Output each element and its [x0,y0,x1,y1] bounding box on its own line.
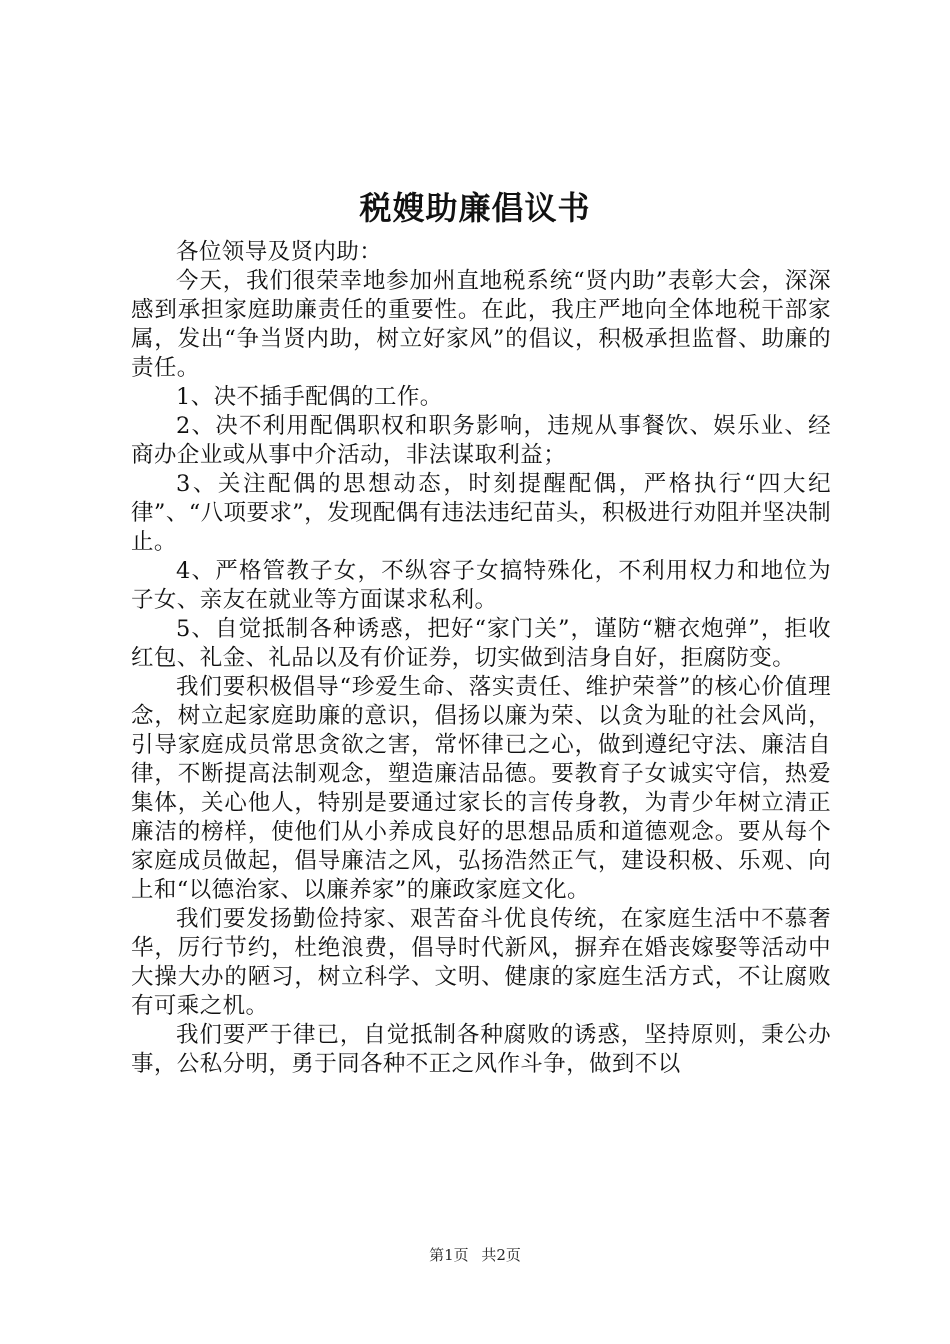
frugality-paragraph: 我们要发扬勤俭持家、艰苦奋斗优良传统，在家庭生活中不慕奢华，厉行节约，杜绝浪费，倡导时代新风，摒弃在婚丧嫁娶等活动中大操大办的陋习，树立科学、文明、健康的家庭生活方式，不让腐败有可乘之机。 [131,906,831,1019]
page-footer [0,1245,950,1265]
intro-paragraph: 今天，我们很荣幸地参加州直地税系统“贤内助”表彰大会，深深感到承担家庭助廉责任的重要性。在此，我庄严地向全体地税干部家属，发出“争当贤内助，树立好家风”的倡议，积极承担监督、助廉的责任。 [131,268,831,381]
document-title: 税嫂助廉倡议书 [359,189,591,227]
page-total: 共2页 [481,1246,521,1264]
self-discipline-paragraph: 我们要严于律已，自觉抵制各种腐败的诱惑，坚持原则，秉公办事，公私分明，勇于同各种不正之风作斗争，做到不以 [131,1022,831,1077]
pledge-item-4: 4、严格管教子女，不纵容子女搞特殊化，不利用权力和地位为子女、亲友在就业等方面谋求私利。 [131,558,831,613]
pledge-item-1: 1、决不插手配偶的工作。 [176,384,443,410]
document-body [131,238,831,1079]
pledge-item-5: 5、自觉抵制各种诱惑，把好“家门关”，谨防“糖衣炮弹”，拒收红包、礼金、礼品以及有价证券，切实做到洁身自好，拒腐防变。 [131,616,831,671]
values-paragraph: 我们要积极倡导“珍爱生命、落实责任、维护荣誉”的核心价值理念，树立起家庭助廉的意识，倡扬以廉为荣、以贪为耻的社会风尚，引导家庭成员常思贪欲之害，常怀律已之心，做到遵纪守法、廉洁自律，不断提高法制观念，塑造廉洁品德。要教育子女诚实守信，热爱集体，关心他人，特别是要通过家长的言传身教，为青少年树立清正廉洁的榜样，使他们从小养成良好的思想品质和道德观念。要从每个家庭成员做起，倡导廉洁之风，弘扬浩然正气，建设积极、乐观、向上和“以德治家、以廉养家”的廉政家庭文化。 [131,674,831,903]
pledge-item-3: 3、关注配偶的思想动态，时刻提醒配偶，严格执行“四大纪律”、“八项要求”，发现配偶有违法违纪苗头，积极进行劝阻并坚决制止。 [131,471,831,555]
salutation-paragraph: 各位领导及贤内助： [176,239,383,265]
pledge-item-2: 2、决不利用配偶职权和职务影响，违规从事餐饮、娱乐业、经商办企业或从事中介活动，非法谋取利益； [131,413,831,468]
page-number: 第1页 [429,1246,469,1264]
